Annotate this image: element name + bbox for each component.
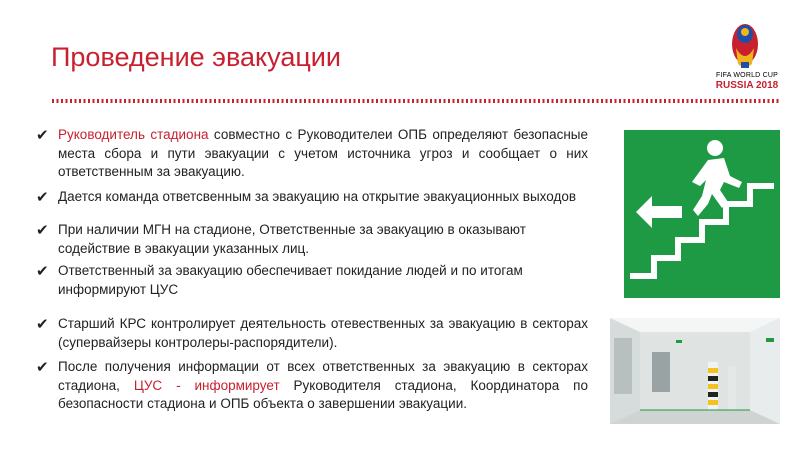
bullet-text: Дается команда ответсвенным за эвакуацию на открытие эвакуационных выходов [58, 188, 577, 204]
bullet-text: После получения информации от всех ответственных за эвакуацию в секторах стадиона, [58, 359, 588, 393]
bullet-item [36, 221, 588, 258]
bullet-item [36, 188, 588, 207]
bullet-text: При наличии МГН на стадионе, Ответственные за эвакуацию в оказывают содействие в эвакуации указанных лиц. [58, 222, 526, 256]
bullet-list [36, 126, 588, 414]
bullet-text: Старший КРС контролирует деятельность отевественных за эвакуацию в секторах (супервайзеры контролеры-распорядители). [58, 316, 588, 350]
check-mark-icon: ✔ [36, 359, 49, 376]
bullet-red-lead: Руководитель стадиона [58, 127, 209, 142]
logo-line2: RUSSIA 2018 [715, 80, 779, 91]
bullet-item [36, 358, 588, 414]
bullet-text: совместно с Руководителеи ОПБ определяют безопасные места сбора и пути эвакуации с учетом источника угроз и сообщает о них ответственным за эвакуацию. [58, 127, 589, 179]
stadium-corridor-photo [610, 318, 780, 424]
bullet-text: Ответственный за эвакуацию обеспечивает покидание людей и по итогам информируют ЦУС [58, 263, 523, 297]
bullet-dash: - [162, 377, 195, 393]
bullet-red-informs: информирует [194, 377, 280, 393]
logo-line1: FIFA WORLD CUP [716, 72, 778, 79]
dotted-divider [52, 98, 780, 104]
check-mark-icon: ✔ [36, 263, 49, 280]
bullet-red-cus: ЦУС [133, 377, 163, 393]
check-mark-icon: ✔ [36, 127, 49, 144]
emergency-exit-stairs-sign [624, 130, 780, 298]
bullet-item [36, 315, 588, 352]
bullet-item [36, 126, 588, 182]
page-title: Проведение эвакуации [51, 42, 341, 72]
check-mark-icon: ✔ [36, 316, 49, 333]
check-mark-icon: ✔ [36, 188, 49, 206]
bullet-text: Руководителя стадиона, Координатора по безопасности стадиона и ОПБ объекта о завершении эвакуации. [58, 377, 588, 411]
bullet-item [36, 262, 588, 299]
check-mark-icon: ✔ [36, 222, 49, 239]
